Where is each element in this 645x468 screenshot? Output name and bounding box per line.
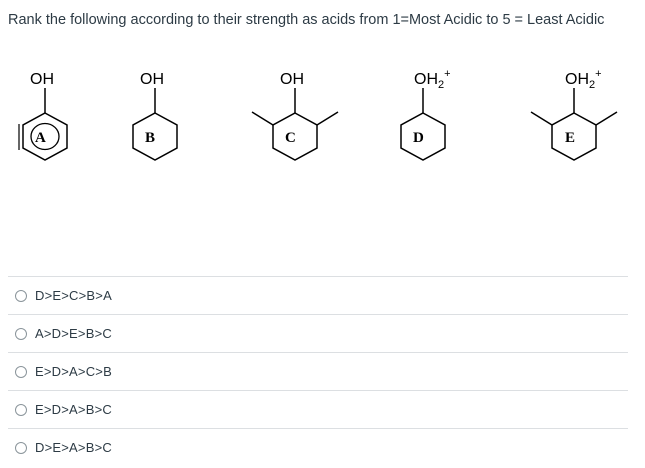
molecule-b-label: B xyxy=(145,130,156,146)
answer-option[interactable] xyxy=(8,276,628,314)
radio-button[interactable] xyxy=(15,366,27,378)
radio-button[interactable] xyxy=(15,442,27,454)
question-text: Rank the following according to their strength as acids from 1=Most Acidic to 5 = Least Acidic xyxy=(8,12,605,28)
molecule-e-group: $OH_2^+$ xyxy=(565,68,602,91)
answer-label: D>E>C>B>A xyxy=(35,288,112,303)
molecule-e-label: E xyxy=(565,130,576,146)
radio-button[interactable] xyxy=(15,290,27,302)
answer-option[interactable] xyxy=(8,314,628,352)
answer-label: A>D>E>B>C xyxy=(35,326,112,341)
answer-option[interactable] xyxy=(8,428,628,466)
answer-label: E>D>A>B>C xyxy=(35,402,112,417)
radio-button[interactable] xyxy=(15,404,27,416)
molecule-a-label: A xyxy=(35,130,46,146)
answer-label: E>D>A>C>B xyxy=(35,364,112,379)
molecule-a-group: OH xyxy=(30,71,54,88)
answer-option[interactable] xyxy=(8,390,628,428)
molecule-a xyxy=(18,71,67,160)
answer-option[interactable] xyxy=(8,352,628,390)
molecule-structures-figure xyxy=(0,62,645,172)
answer-label: D>E>A>B>C xyxy=(35,440,112,455)
molecule-c-label: C xyxy=(285,130,296,146)
radio-button[interactable] xyxy=(15,328,27,340)
molecule-b xyxy=(133,71,177,160)
molecule-d-label: D xyxy=(413,130,424,146)
molecule-b-group: OH xyxy=(140,71,164,88)
molecule-c xyxy=(252,71,338,160)
molecule-d-group: $OH_2^+$ xyxy=(414,68,451,91)
answer-options xyxy=(8,276,628,466)
molecule-e xyxy=(531,68,617,160)
molecule-d xyxy=(401,68,451,160)
molecule-c-group: OH xyxy=(280,71,304,88)
